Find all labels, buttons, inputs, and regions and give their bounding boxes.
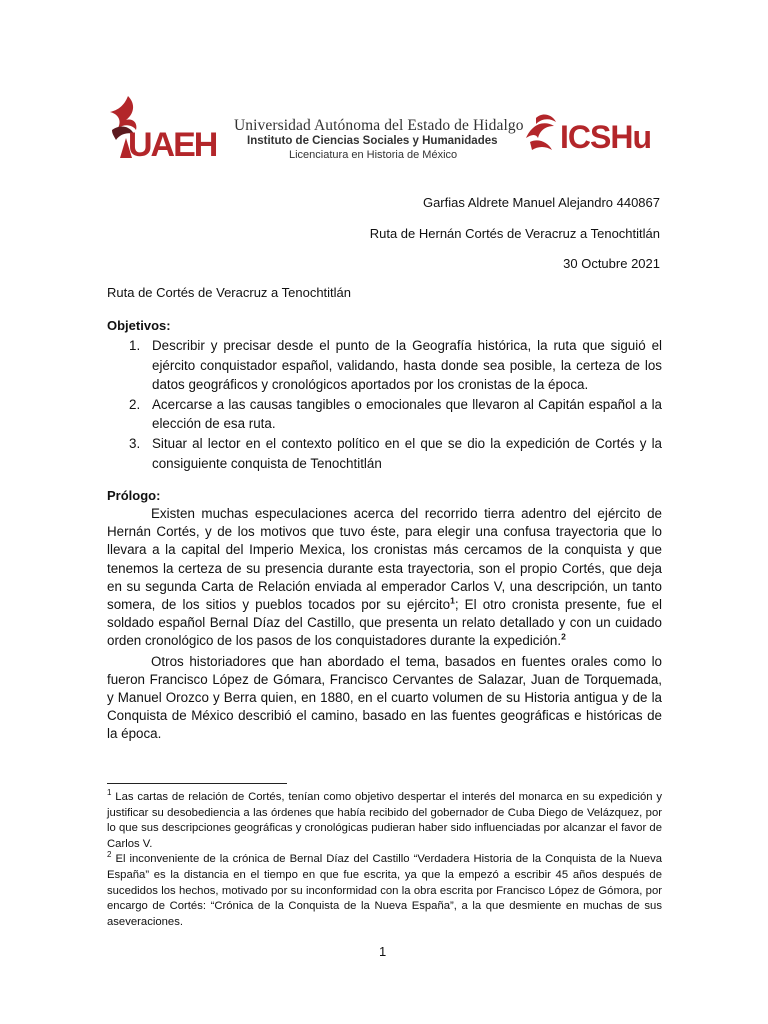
objectives-heading: Objetivos: (107, 318, 171, 333)
footnote-mark: 1 (107, 788, 112, 798)
list-item (107, 336, 662, 395)
list-item-text: Describir y precisar desde el punto de la Geografía histórica, la ruta que siguió el ejército conquistador español, validando, hasta donde sea posible, la certeza de los datos geográficos y cronológicos aportados por los cronistas de la época. (152, 338, 662, 393)
prologue-paragraph: Otros historiadores que han abordado el tema, basados en fuentes orales como lo fueron Francisco López de Gómara, Francisco Cervantes de Salazar, Juan de Torquemada, y Manuel Orozco y Berra quien, en 1880, en el cuarto volumen de su Historia antigua y de la Conquista de México describió el camino, basado en las fuentes geográficas e históricas de la época. (107, 653, 662, 742)
footnote-mark: 2 (107, 850, 112, 860)
objectives-list (107, 336, 662, 473)
prologue-body (107, 505, 662, 744)
institute-name: Instituto de Ciencias Sociales y Humanidades (247, 135, 498, 147)
date-line: 30 Octubre 2021 (563, 256, 660, 271)
uaeh-logo-lettering: UAEH (128, 126, 217, 160)
list-number: 3. (129, 435, 141, 451)
list-item-text: Acercarse a las causas tangibles o emocionales que llevaron al Capitán español a la elección de esa ruta. (152, 396, 662, 432)
footnotes (107, 790, 662, 930)
footnote-separator (107, 783, 287, 784)
footnote (107, 790, 662, 852)
program-name: Licenciatura en Historia de México (289, 149, 458, 161)
author-line: Garfias Aldrete Manuel Alejandro 440867 (422, 195, 660, 210)
prologue-text: ; El otro cronista presente, fue el soldado español Bernal Díaz del Castillo, que presenta un relato detallado y con un cuidado orden cronológico de los pasos de los conquistadores durante la expedición. (107, 597, 662, 649)
footnote (107, 852, 662, 930)
footnote-ref-1[interactable]: 1 (450, 595, 455, 606)
list-item (107, 395, 662, 434)
icshu-logo-lettering: ICSHu (560, 119, 651, 155)
university-name: Universidad Autónoma del Estado de Hidalgo (234, 117, 524, 134)
prologue-heading: Prólogo: (107, 488, 161, 503)
list-item (107, 434, 662, 473)
page-number: 1 (379, 944, 387, 959)
subject-line: Ruta de Hernán Cortés de Veracruz a Tenochtitlán (369, 226, 660, 241)
list-number: 2. (129, 396, 141, 412)
prologue-text: Existen muchas especulaciones acerca del recorrido tierra adentro del ejército de Hernán Cortés, y de los motivos que tuvo éste, para elegir una confusa trayectoria que lo llevara a la capital del Imperio Mexica, los cronistas más cercamos de la conquista y que tenemos la certeza de su presencia durante esta trayectoria, son el propio Cortés, que deja en su segunda Carta de Relación enviada al emperador Carlos V, una descripción, un tanto somera, de los sitios y pueblos tocados por su ejército (107, 506, 662, 613)
list-number: 1. (129, 338, 141, 353)
list-item-text: Situar al lector en el contexto político en el que se dio la expedición de Cortés y la consiguiente conquista de Tenochtitlán (152, 435, 662, 471)
footnote-text: El inconveniente de la crónica de Bernal Díaz del Castillo “Verdadera Historia de la Conquista de la Nueva España” es la distancia en el tiempo en que fue escrita, ya que la empezó a escribir 45 años después de sucedidos los hechos, motivado por su inconformidad con la obra escrita por Francisco López de Gómora, por encargo de Cortés: “Crónica de la Conquista de la Nueva España”, a la que desmiente en muchas de sus aseveraciones. (107, 853, 663, 928)
footnote-ref-2[interactable]: 2 (561, 631, 566, 642)
uaeh-logo (106, 94, 218, 160)
document-title: Ruta de Cortés de Veracruz a Tenochtitlán (107, 285, 352, 300)
institution-header (234, 117, 524, 162)
prologue-paragraph (107, 505, 662, 651)
footnote-text: Las cartas de relación de Cortés, tenían como objetivo despertar el interés del monarca en su expedición y justificar su desobediencia a las órdenes que había recibido del gobernador de Cuba Diego de Velázquez, por lo que sus descripciones geográficas y cronológicas pudieran haber sido influenciadas por alcanzar el favor de Carlos V. (107, 791, 662, 850)
icshu-logo (522, 108, 662, 158)
